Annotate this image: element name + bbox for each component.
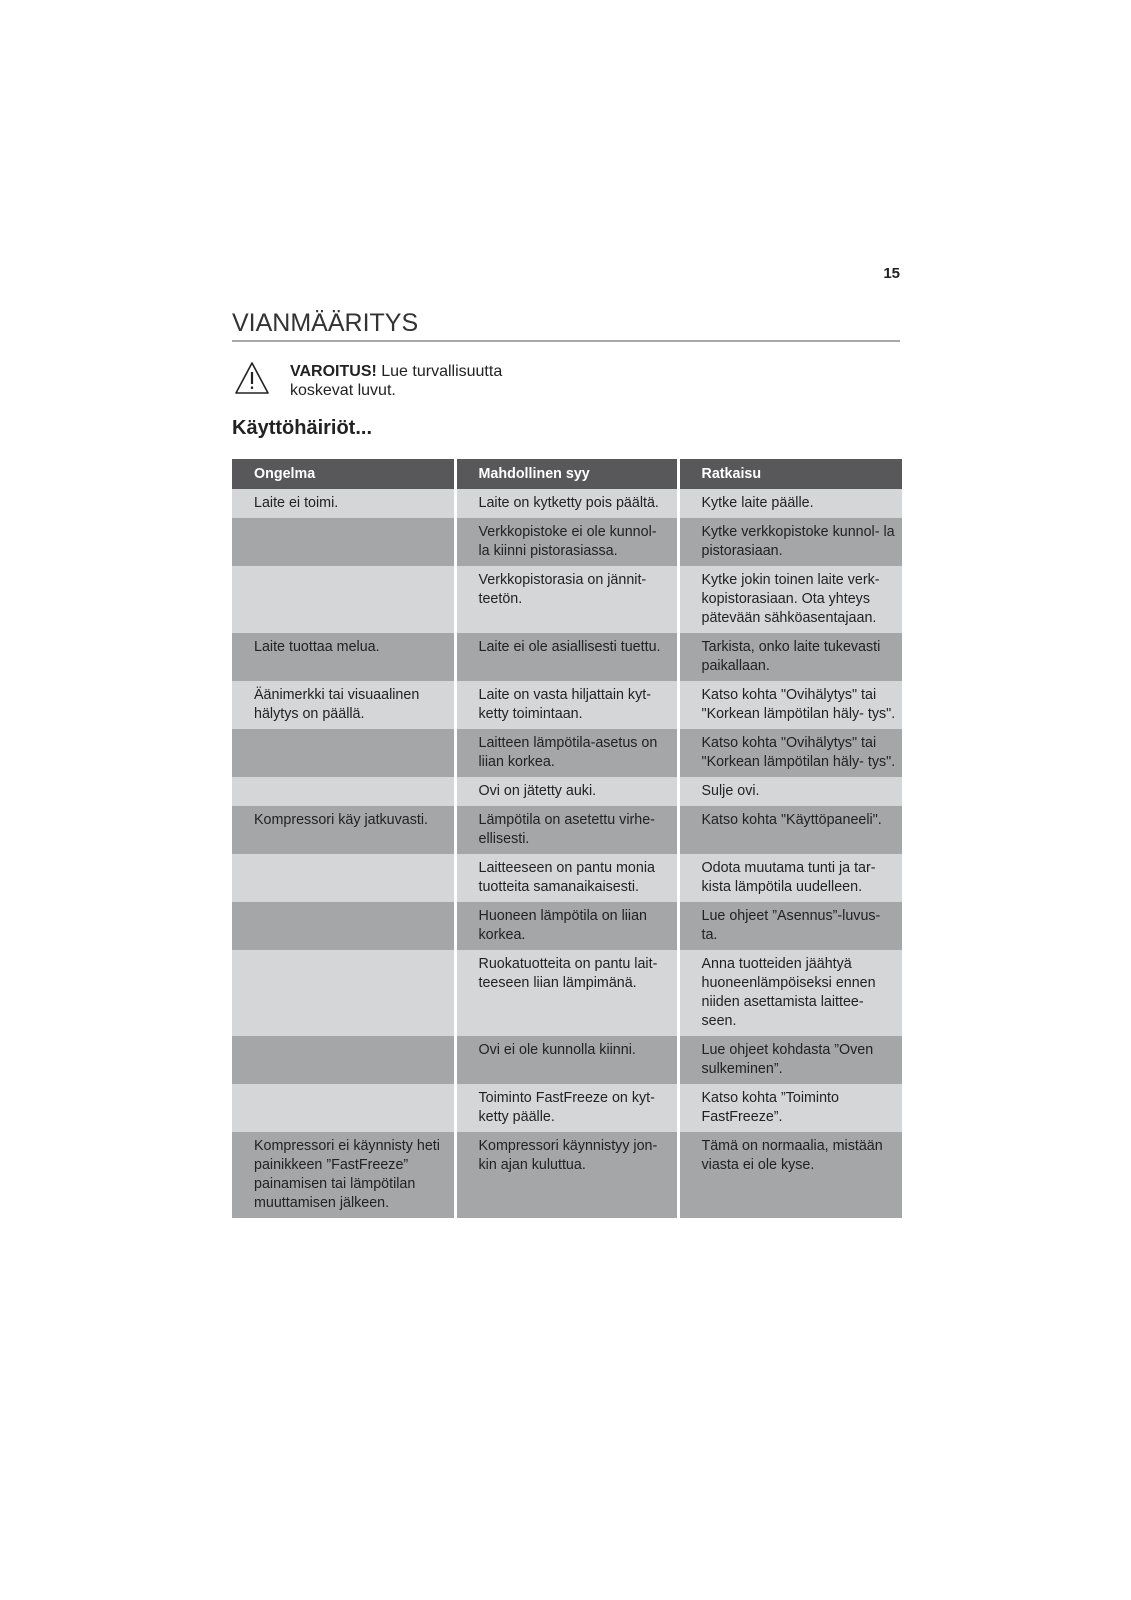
solution-cell: Kytke laite päälle. [678,489,902,518]
column-header-solution: Ratkaisu [678,459,902,489]
table-row [232,729,902,777]
table-row [232,518,902,566]
table-row [232,902,902,950]
table-row [232,1036,902,1084]
problem-cell [232,950,455,1036]
table-row [232,633,902,681]
warning-note [232,359,632,403]
cause-cell: Ruokatuotteita on pantu lait- teeseen liian lämpimänä. [455,950,678,1036]
problem-cell [232,777,455,806]
solution-cell: Lue ohjeet kohdasta ”Oven sulkeminen”. [678,1036,902,1084]
solution-cell: Katso kohta "Ovihälytys" tai "Korkean lämpötilan häly- tys". [678,729,902,777]
table-row [232,854,902,902]
problem-cell [232,729,455,777]
solution-cell: Sulje ovi. [678,777,902,806]
table-row [232,950,902,1036]
table-row [232,1132,902,1218]
cause-cell: Huoneen lämpötila on liian korkea. [455,902,678,950]
problem-cell [232,902,455,950]
solution-cell: Katso kohta "Käyttöpaneeli". [678,806,902,854]
table-row [232,777,902,806]
problem-cell [232,1036,455,1084]
table-row [232,806,902,854]
solution-cell: Katso kohta "Ovihälytys" tai "Korkean lämpötilan häly- tys". [678,681,902,729]
solution-cell: Kytke verkkopistoke kunnol- la pistorasiaan. [678,518,902,566]
cause-cell: Lämpötila on asetettu virhe- ellisesti. [455,806,678,854]
problem-cell: Laite tuottaa melua. [232,633,455,681]
subheading: Käyttöhäiriöt... [232,417,373,439]
table-row [232,681,902,729]
cause-cell: Ovi ei ole kunnolla kiinni. [455,1036,678,1084]
table-row [232,1084,902,1132]
problem-cell [232,1084,455,1132]
problem-cell: Äänimerkki tai visuaalinen hälytys on päällä. [232,681,455,729]
warning-label: VAROITUS! [290,363,377,380]
solution-cell: Anna tuotteiden jäähtyä huoneenlämpöiseksi ennen niiden asettamista laittee- seen. [678,950,902,1036]
problem-cell [232,566,455,633]
warning-text [290,362,502,400]
cause-cell: Kompressori käynnistyy jon- kin ajan kuluttua. [455,1132,678,1218]
cause-cell: Laite on kytketty pois päältä. [455,489,678,518]
column-header-problem: Ongelma [232,459,455,489]
problem-cell [232,518,455,566]
problem-cell: Kompressori ei käynnisty heti painikkeen ”FastFreeze” painamisen tai lämpötilan muuttamisen jälkeen. [232,1132,455,1218]
cause-cell: Laite ei ole asiallisesti tuettu. [455,633,678,681]
problem-cell: Laite ei toimi. [232,489,455,518]
solution-cell: Odota muutama tunti ja tar- kista lämpötila uudelleen. [678,854,902,902]
cause-cell: Laite on vasta hiljattain kyt- ketty toimintaan. [455,681,678,729]
warning-line-1: Lue turvallisuutta [376,363,503,380]
problem-cell: Kompressori käy jatkuvasti. [232,806,455,854]
solution-cell: Tämä on normaalia, mistään viasta ei ole kyse. [678,1132,902,1218]
troubleshooting-table [232,459,902,1218]
solution-cell: Katso kohta ”Toiminto FastFreeze”. [678,1084,902,1132]
solution-cell: Tarkista, onko laite tukevasti paikallaan. [678,633,902,681]
cause-cell: Ovi on jätetty auki. [455,777,678,806]
table-row [232,489,902,518]
problem-cell [232,854,455,902]
section-title: VIANMÄÄRITYS [232,307,900,342]
cause-cell: Verkkopistorasia on jännit- teetön. [455,566,678,633]
table-header-row [232,459,902,489]
table-row [232,566,902,633]
solution-cell: Lue ohjeet ”Asennus”-luvus- ta. [678,902,902,950]
cause-cell: Toiminto FastFreeze on kyt- ketty päälle. [455,1084,678,1132]
cause-cell: Laitteen lämpötila-asetus on liian korkea. [455,729,678,777]
warning-triangle-icon [234,361,270,395]
column-header-cause: Mahdollinen syy [455,459,678,489]
cause-cell: Laitteeseen on pantu monia tuotteita samanaikaisesti. [455,854,678,902]
page-number: 15 [883,265,900,282]
warning-line-2: koskevat luvut. [290,382,396,399]
cause-cell: Verkkopistoke ei ole kunnol- la kiinni pistorasiassa. [455,518,678,566]
solution-cell: Kytke jokin toinen laite verk- kopistorasiaan. Ota yhteys pätevään sähköasentajaan. [678,566,902,633]
